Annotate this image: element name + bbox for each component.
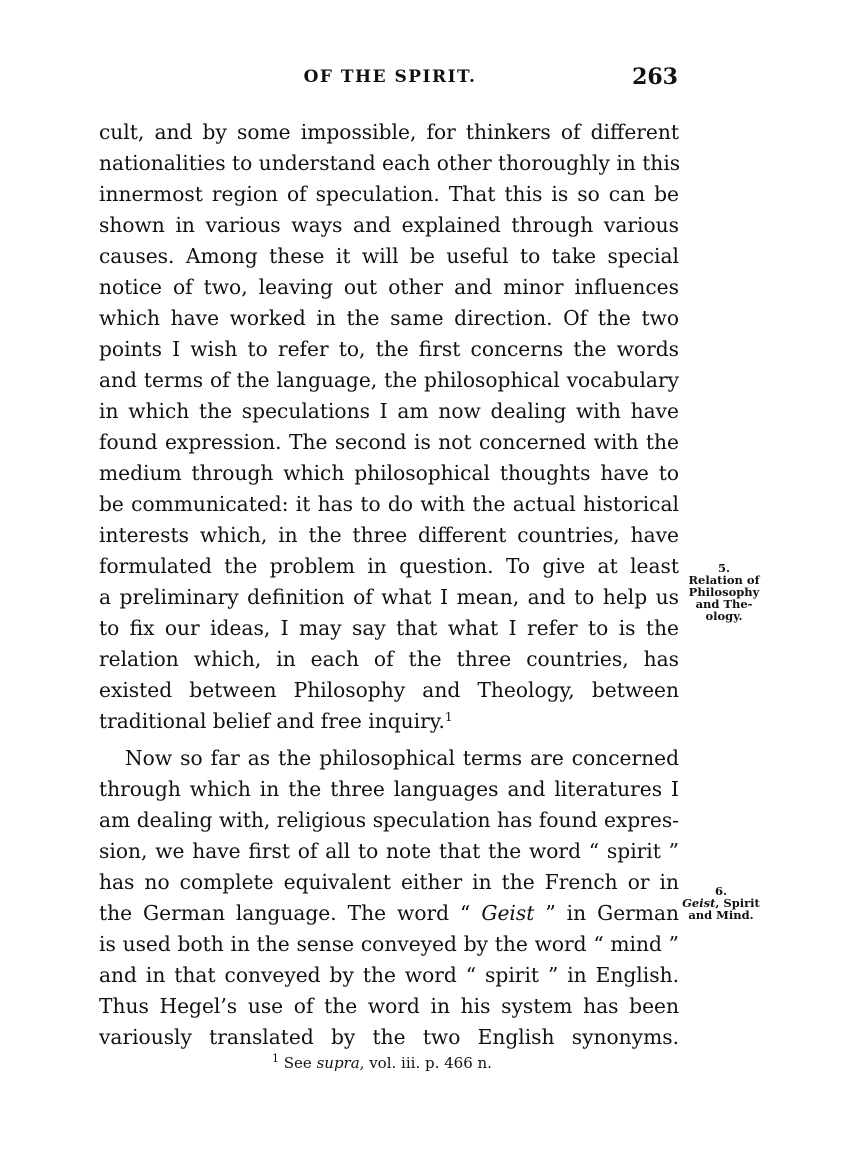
text-line: has no complete equivalent either in the French or in [99,870,679,894]
text-line: and terms of the language, the philosophical vocabulary [99,368,679,392]
text-line: which have worked in the same direction. Of the two [99,306,679,330]
text-line: causes. Among these it will be useful to take special [99,244,679,268]
marginal-note-number: 6. [714,884,727,898]
italic-term: Geist [481,901,535,925]
text-line: nationalities to understand each other thoroughly in this [99,151,681,175]
text-line: notice of two, leaving out other and minor influences [99,275,679,299]
text-line: is used both in the sense conveyed by the word “ mind ” [99,932,679,956]
marginal-note-6 [676,885,766,921]
marginal-note-line: Relation of [688,573,760,587]
text-line: and in that conveyed by the word “ spirit ” in English. [99,963,679,987]
text-line: through which in the three languages and literatures I [99,777,679,801]
text-line: interests which, in the three different countries, have [99,523,679,547]
footnote-prefix: See [283,1054,317,1072]
text-line: medium through which philosophical thoughts have to [99,461,679,485]
text-line: found expression. The second is not concerned with the [99,430,679,454]
marginal-note-number: 5. [717,561,730,575]
text-line: formulated the problem in question. To give at least [99,554,679,578]
footnote-reference[interactable]: 1 [444,710,453,724]
text-line: traditional belief and free inquiry. [99,709,445,733]
text-line: in which the speculations I am now dealing with have [99,399,679,423]
text-line: Now so far as the philosophical terms are concerned [125,746,679,770]
footnote-marker: 1 [272,1052,279,1065]
text-line: Thus Hegel’s use of the word in his system has been [99,994,679,1018]
page-number: 263 [632,64,678,90]
marginal-note-text: , Spirit [715,896,760,910]
marginal-note-line: and The- [695,597,753,611]
text-line: sion, we have first of all to note that the word “ spirit ” [99,839,679,863]
text-line: am dealing with, religious speculation has found expres- [99,808,679,832]
body-text [99,117,679,1053]
text-line: be communicated: it has to do with the actual historical [99,492,679,516]
text-fragment: ” in German [534,901,679,925]
marginal-note-line: ology. [705,609,743,623]
text-line-with-footnote [99,706,679,737]
footnote [272,1054,492,1072]
text-line: to fix our ideas, I may say that what I refer to is the [99,616,679,640]
text-line: relation which, in each of the three countries, has [99,647,679,671]
footnote-suffix: , vol. iii. p. 466 n. [359,1054,492,1072]
text-line: cult, and by some impossible, for thinkers of different [99,120,679,144]
page-header [100,64,680,94]
text-line: innermost region of speculation. That this is so can be [99,182,679,206]
text-line: shown in various ways and explained through various [99,213,679,237]
text-line-geist [99,898,679,929]
text-line: existed between Philosophy and Theology, between [99,678,679,702]
text-fragment: the German language. The word “ [99,901,482,925]
marginal-note-line: Philosophy [688,585,760,599]
running-head: OF THE SPIRIT. [303,67,477,87]
marginal-note-5 [684,562,764,622]
marginal-note-line: and Mind. [688,908,754,922]
italic-term: Geist [682,896,716,910]
text-line: variously translated by the two English synonyms. [99,1025,679,1049]
footnote-italic: supra [316,1054,360,1072]
text-line: points I wish to refer to, the first concerns the words [99,337,679,361]
text-line: a preliminary definition of what I mean, and to help us [99,585,679,609]
